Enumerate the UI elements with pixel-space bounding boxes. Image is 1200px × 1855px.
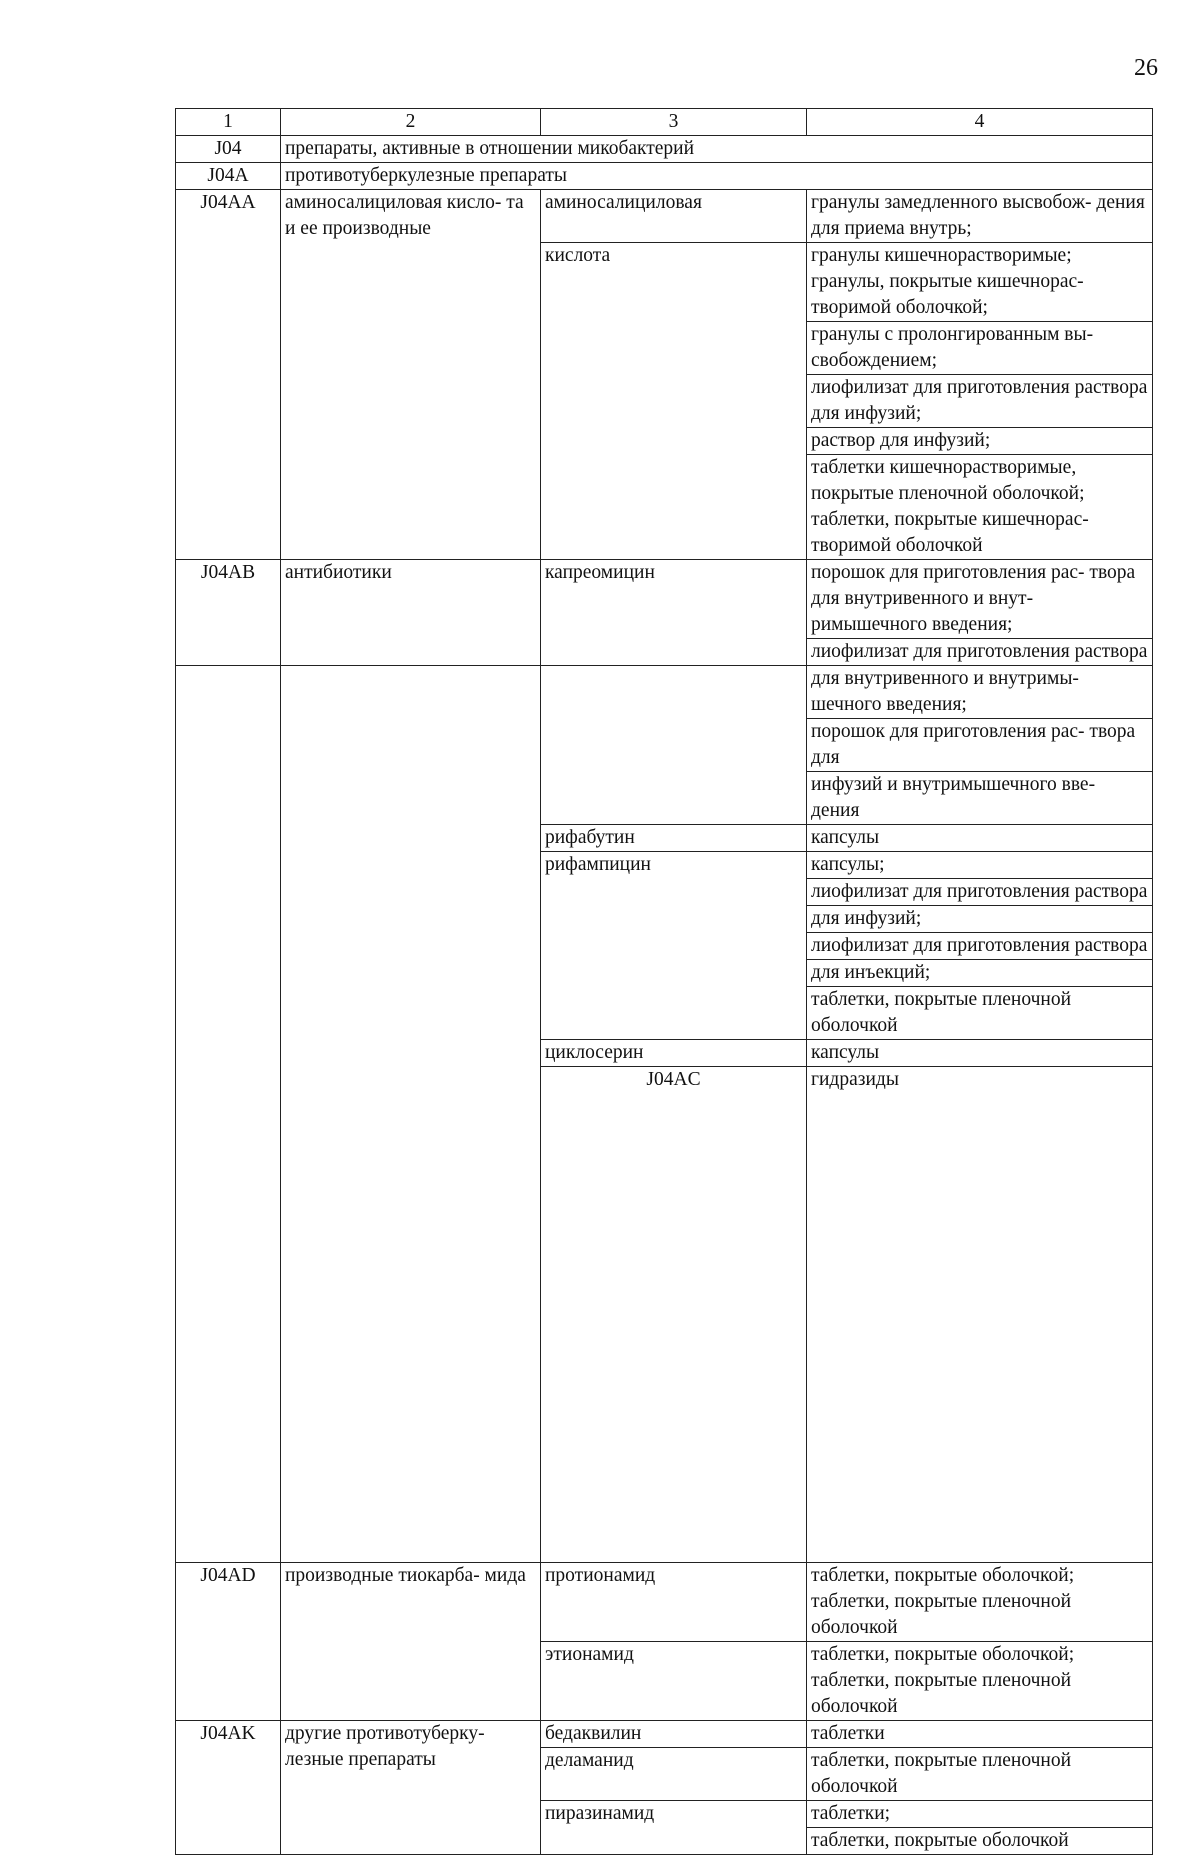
atc-code: J04 (176, 136, 281, 163)
dosage-form: таблетки, покрытые пленочной оболочкой (807, 987, 1153, 1040)
column-number: 4 (807, 109, 1153, 136)
drug-name: аминосалициловая (541, 190, 807, 243)
column-number-row (176, 109, 1153, 136)
dosage-form: таблетки, покрытые пленочной оболочкой (807, 1748, 1153, 1801)
dosage-form: лиофилизат для приготовления раствора (807, 933, 1153, 960)
table-row (176, 560, 1153, 639)
dosage-form: гранулы замедленного высвобож- дения для приема внутрь; (807, 190, 1153, 243)
column-number: 1 (176, 109, 281, 136)
drug-name: капреомицин (541, 560, 807, 666)
drug-name: пиразинамид (541, 1801, 807, 1855)
dosage-form: таблетки (807, 1721, 1153, 1748)
column-number: 3 (541, 109, 807, 136)
dosage-form: лиофилизат для приготовления раствора (807, 879, 1153, 906)
table-row (176, 1721, 1153, 1748)
dosage-form: порошок для приготовления рас- твора для внутривенного и внут- римышечного введения; (807, 560, 1153, 639)
dosage-form: для инъекций; (807, 960, 1153, 987)
group-name: антибиотики (281, 560, 541, 666)
dosage-form: таблетки; (807, 1801, 1153, 1828)
table-row (176, 666, 1153, 719)
group-name: препараты, активные в отношении микобактерий (281, 136, 1153, 163)
dosage-form: раствор для инфузий; (807, 428, 1153, 455)
drug-name: кислота (541, 243, 807, 560)
atc-code-continued (176, 666, 281, 1563)
drug-name: протионамид (541, 1563, 807, 1642)
dosage-form: капсулы (807, 1040, 1153, 1067)
group-name-continued (281, 666, 541, 1563)
group-name: производные тиокарба- мида (281, 1563, 541, 1721)
dosage-form: таблетки, покрытые оболочкой; таблетки, покрытые пленочной оболочкой (807, 1642, 1153, 1721)
drug-name: бедаквилин (541, 1721, 807, 1748)
atc-code: J04A (176, 163, 281, 190)
dosage-form: гранулы кишечнорастворимые; гранулы, покрытые кишечнорас- творимой оболочкой; (807, 243, 1153, 322)
dosage-form: таблетки, покрытые оболочкой (807, 1828, 1153, 1855)
group-row (176, 163, 1153, 190)
dosage-form: таблетки кишечнорастворимые, покрытые пленочной оболочкой; таблетки, покрытые кишечнорас- творимой оболочкой (807, 455, 1153, 560)
dosage-form: для инфузий; (807, 906, 1153, 933)
group-name: аминосалициловая кисло- та и ее производные (281, 190, 541, 560)
drug-name: рифабутин (541, 825, 807, 852)
drug-name: этионамид (541, 1642, 807, 1721)
dosage-form: для внутривенного и внутримы- шечного введения; (807, 666, 1153, 719)
dosage-form: инфузий и внутримышечного вве- дения (807, 772, 1153, 825)
dosage-form: капсулы (807, 825, 1153, 852)
atc-code: J04AC (541, 1067, 807, 1563)
atc-code: J04AB (176, 560, 281, 666)
dosage-form: таблетки, покрытые оболочкой; таблетки, покрытые пленочной оболочкой (807, 1563, 1153, 1642)
dosage-form: капсулы; (807, 852, 1153, 879)
dosage-form: лиофилизат для приготовления раствора для инфузий; (807, 375, 1153, 428)
column-number: 2 (281, 109, 541, 136)
group-name: противотуберкулезные препараты (281, 163, 1153, 190)
table-row (176, 190, 1153, 243)
drug-name: циклосерин (541, 1040, 807, 1067)
atc-code: J04AA (176, 190, 281, 560)
drug-table (175, 108, 1153, 1855)
group-row (176, 136, 1153, 163)
atc-code: J04AD (176, 1563, 281, 1721)
drug-name-continued (541, 666, 807, 825)
drug-name: рифампицин (541, 852, 807, 1040)
group-name: гидразиды (807, 1067, 1153, 1563)
dosage-form: лиофилизат для приготовления раствора (807, 639, 1153, 666)
dosage-form: порошок для приготовления рас- твора для (807, 719, 1153, 772)
page-number: 26 (1134, 55, 1158, 81)
dosage-form: гранулы с пролонгированным вы- свобождением; (807, 322, 1153, 375)
atc-code: J04AK (176, 1721, 281, 1855)
group-name: другие противотуберку- лезные препараты (281, 1721, 541, 1855)
table-row (176, 1563, 1153, 1642)
drug-name: деламанид (541, 1748, 807, 1801)
